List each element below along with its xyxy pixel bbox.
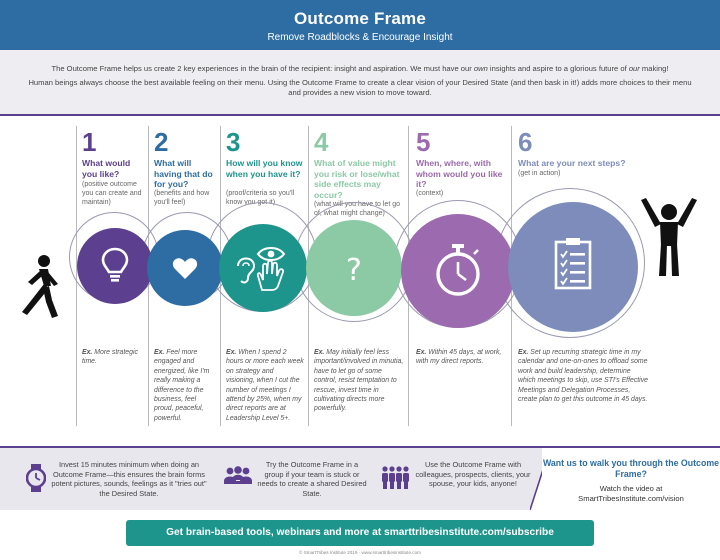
intro-text: making! [639, 64, 669, 73]
cta-text [542, 484, 720, 504]
example-text: Set up recurring strategic time in my calendar and one-on-ones to offload some work and build leadership, determine which meetings to skip, use STI's Effective Meetings and Delegation Processes, create plan to get this outcome in 45 days. [518, 349, 648, 404]
watch-icon [26, 464, 46, 492]
step-subtitle: (context) [416, 190, 444, 197]
step-subtitle: (positive outcome you can create and maintain) [82, 181, 142, 206]
step-number: 3 [226, 127, 241, 157]
step-subtitle: (get in action) [518, 170, 561, 177]
step-question: When, where, with whom would you like it? [416, 158, 503, 189]
cta-panel[interactable] [542, 448, 720, 510]
step-question: How will you know when you have it? [226, 158, 303, 179]
svg-text:?: ? [346, 253, 362, 286]
walking-person-icon [18, 254, 62, 320]
celebrating-person-icon [640, 194, 698, 278]
example-text: More strategic time. [82, 349, 138, 366]
step-number: 5 [416, 127, 431, 157]
example-label: Ex. [226, 349, 237, 356]
example-text: When I spend 2 hours or more each week on strategy and visioning, when I cut the number of meetings I attend by 25%, when my direct reports are at Leadership Level 5+. [226, 349, 304, 422]
page-subtitle: Remove Roadblocks & Encourage Insight [267, 32, 453, 43]
example-label: Ex. [518, 349, 529, 356]
heart-icon [172, 257, 198, 281]
step-question: What will having that do for you? [154, 158, 213, 189]
step-example [154, 348, 216, 423]
senses-icon [232, 244, 294, 294]
step-example [226, 348, 304, 423]
step-question: What would you like? [82, 158, 131, 179]
example-label: Ex. [416, 349, 427, 356]
cta-title: Want us to walk you through the Outcome Frame? [542, 458, 720, 479]
steps-section [0, 116, 720, 446]
step-number: 4 [314, 127, 329, 157]
tip-text: Try the Outcome Frame in a group if your team is stuck or needs to create a shared Desired State. [257, 460, 367, 498]
step-question: What are your next steps? [518, 158, 626, 168]
tip-text: Invest 15 minutes minimum when doing an Outcome Frame—this ensures the brain forms potent pictures, sounds, feelings as it "tries out" the Desired State. [51, 460, 207, 498]
example-label: Ex. [154, 349, 165, 356]
people-icon [380, 466, 412, 490]
step-number: 2 [154, 127, 169, 157]
intro-emphasis: our [628, 64, 640, 73]
intro-text: insights and aspire to a glorious future of [487, 64, 629, 73]
step-question: What of value might you risk or lose/what side effects may occur? [314, 158, 400, 200]
intro-line-2: Human beings always choose the best available feeling on their menu. Using the Outcome Frame to create a clear vision of your Desired State (and then bask in it!) adds more choices to their menu and provides a new vision to move toward. [28, 77, 692, 97]
group-icon [224, 466, 252, 486]
cta-line: Watch the video at [599, 484, 663, 493]
step-example [314, 348, 404, 414]
example-label: Ex. [82, 349, 93, 356]
step-number: 6 [518, 127, 533, 157]
question-icon [340, 252, 368, 286]
step-example [82, 348, 142, 367]
intro-emphasis: own [473, 64, 488, 73]
step-subtitle: (proof/criteria so you'll know you got it) [226, 190, 295, 206]
example-text: Feel more engaged and energized, like I'm really making a difference to the business, feel proud, peaceful, powerful. [154, 349, 210, 422]
intro-text: The Outcome Frame helps us create 2 key experiences in the brain of the recipient: insight and aspiration. We must have our [51, 64, 474, 73]
step-number: 1 [82, 127, 97, 157]
example-text: Within 45 days, at work, with my direct reports. [416, 349, 502, 366]
lightbulb-icon [100, 246, 130, 286]
page-header [0, 0, 720, 50]
copyright-text: © SmartTribes Institute 2019 · www.smarttribesinstitute.com [299, 550, 421, 555]
stopwatch-icon [432, 242, 484, 298]
example-label: Ex. [314, 349, 325, 356]
step-example [416, 348, 504, 367]
intro-line-1 [28, 64, 692, 75]
page-title: Outcome Frame [293, 9, 427, 28]
step-subtitle: (benefits and how you'll feel) [154, 190, 210, 206]
intro-panel [0, 50, 720, 114]
tip-text: Use the Outcome Frame with colleagues, prospects, clients, your spouse, your kids, anyone! [415, 460, 531, 489]
cta-link[interactable]: SmartTribesInstitute.com/vision [578, 494, 684, 503]
step-subtitle: (what will you have to let go of, what might change) [314, 201, 400, 217]
checklist-icon [553, 236, 593, 292]
example-text: May initially feel less important/involved in minutia, have to let go of some control, resist temptation to rescue, invest time in cultivating directs more powerfully. [314, 349, 404, 413]
subscribe-banner[interactable]: Get brain-based tools, webinars and more at smarttribesinstitute.com/subscribe [126, 520, 594, 546]
step-example [518, 348, 648, 404]
